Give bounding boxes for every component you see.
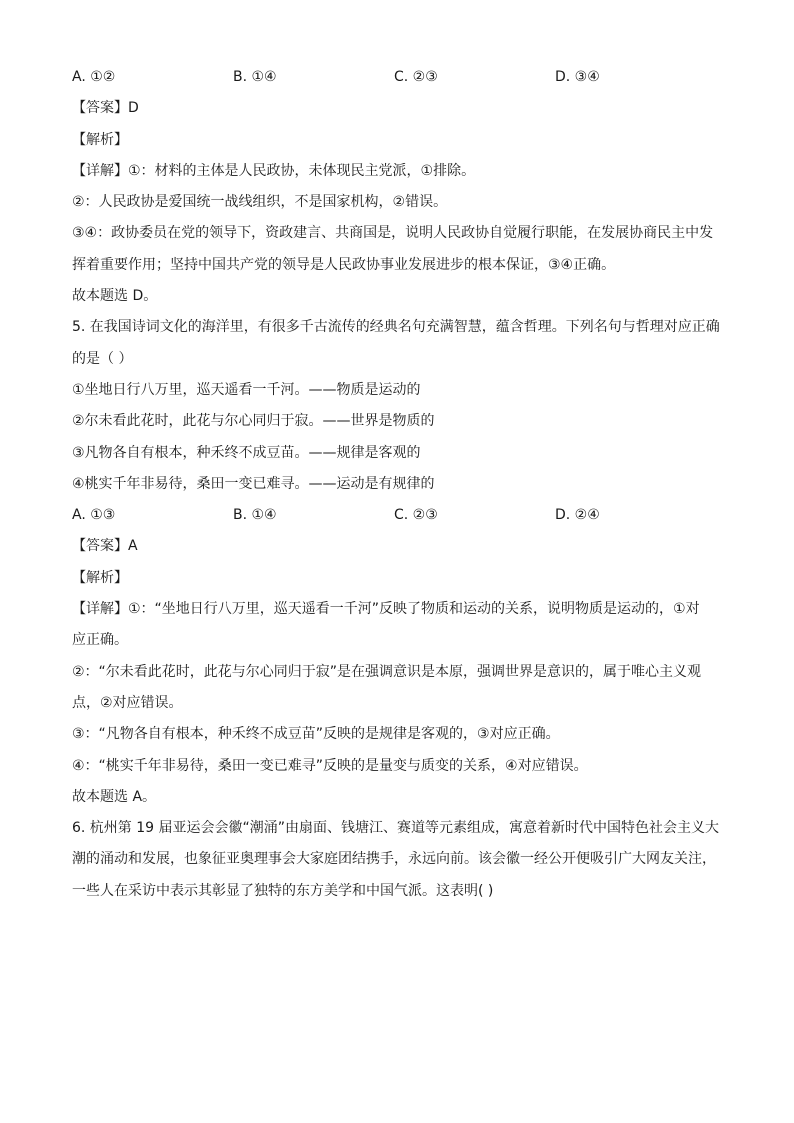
q4-option-d: D. ③④: [555, 69, 600, 85]
q5-answer: 【答案】A: [72, 538, 138, 555]
q5-stem-line: 5. 在我国诗词文化的海洋里，有很多千古流传的经典名句充满智慧，蕴含哲理。下列名句与哲理对应正确: [72, 319, 720, 336]
q5-detail-line: 点，②对应错误。: [72, 694, 183, 711]
q4-detail-line: ②：人民政协是爱国统一战线组织，不是国家机构，②错误。: [72, 194, 448, 211]
q4-detail-line: 【详解】①：材料的主体是人民政协，未体现民主党派，①排除。: [72, 162, 476, 179]
q5-option-a: A. ①③: [72, 507, 116, 524]
q5-detail-line: 【详解】①：“坐地日行八万里，巡天遥看一千河”反映了物质和运动的关系，说明物质是运动的，①对: [72, 601, 700, 618]
q6-stem-line: 6. 杭州第 19 届亚运会会徽“潮涌”由扇面、钱塘江、赛道等元素组成，寓意着新时代中国特色社会主义大: [72, 820, 720, 837]
q5-option-b: B. ①④: [233, 507, 277, 524]
document-page: [72, 62, 726, 907]
q6-stem-line: 潮的涌动和发展，也象征亚奥理事会大家庭团结携手，永远向前。该会徽一经公开便吸引广大网友关注，: [72, 851, 716, 868]
q5-option-d: D. ②④: [555, 507, 600, 524]
q5-detail-line: ④：“桃实千年非易待，桑田一变已难寻”反映的是量变与质变的关系，④对应错误。: [72, 757, 588, 774]
q4-answer: 【答案】D: [72, 100, 139, 117]
q5-item: ③凡物各自有根本，种禾终不成豆苗。——规律是客观的: [72, 444, 421, 461]
q4-options: [72, 62, 726, 93]
q5-item: ①坐地日行八万里，巡天遥看一千河。——物质是运动的: [72, 381, 421, 398]
q4-option-b: B. ①④: [233, 69, 277, 85]
q4-detail-line: 挥着重要作用；坚持中国共产党的领导是人民政协事业发展进步的根本保证，③④正确。: [72, 256, 616, 273]
q5-conclusion: 故本题选 A。: [72, 788, 157, 805]
q6-stem-line: 一些人在采访中表示其彰显了独特的东方美学和中国气派。这表明( ): [72, 882, 494, 899]
q4-option-c: C. ②③: [394, 69, 438, 85]
q5-detail-line: ②：“尔未看此花时，此花与尔心同归于寂”是在强调意识是本原，强调世界是意识的，属于唯心主义观: [72, 663, 702, 680]
q5-options: [72, 500, 726, 531]
q5-detail-line: 应正确。: [72, 632, 128, 649]
q4-analysis-heading: 【解析】: [72, 131, 128, 148]
q5-analysis-heading: 【解析】: [72, 569, 128, 586]
q5-detail-line: ③：“凡物各自有根本，种禾终不成豆苗”反映的是规律是客观的，③对应正确。: [72, 726, 560, 743]
q5-item: ②尔未看此花时，此花与尔心同归于寂。——世界是物质的: [72, 413, 435, 430]
q5-option-c: C. ②③: [394, 507, 438, 524]
q4-detail-line: ③④：政协委员在党的领导下，资政建言、共商国是，说明人民政协自觉履行职能，在发展协商民主中发: [72, 225, 714, 242]
q5-stem-line: 的是（ ）: [72, 350, 133, 367]
q4-option-a: A. ①②: [72, 69, 116, 85]
q5-item: ④桃实千年非易待，桑田一变已难寻。——运动是有规律的: [72, 475, 435, 492]
q4-conclusion: 故本题选 D。: [72, 288, 158, 305]
